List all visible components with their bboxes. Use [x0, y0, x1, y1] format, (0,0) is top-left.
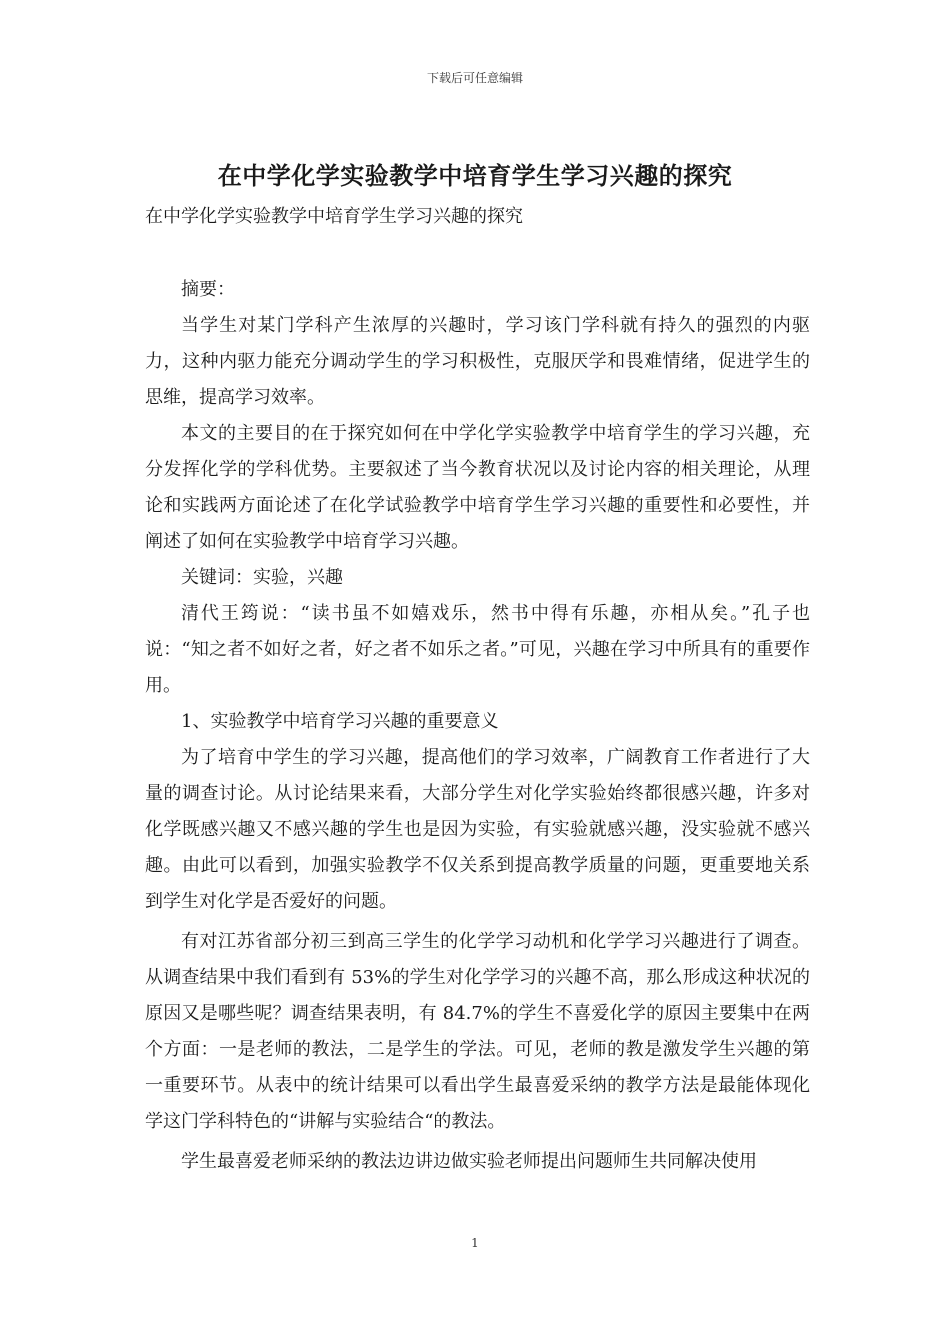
paragraph: 当学生对某门学科产生浓厚的兴趣时，学习该门学科就有持久的强烈的内驱力，这种内驱力能充分调动学生的学习积极性，克服厌学和畏难情绪，促进学生的思维，提高学习效率。 — [145, 315, 810, 408]
keywords: 关键词：实验，兴趣 — [181, 567, 343, 588]
paragraph: 有对江苏省部分初三到高三学生的化学学习动机和化学学习兴趣进行了调查。从调查结果中我们看到有 53%的学生对化学学习的兴趣不高，那么形成这种状况的原因又是哪些呢？调查结果表明，有 84.7%的学生不喜爱化学的原因主要集中在两个方面：一是老师的教法，二是学生的学法。可见，老师的教是激发学生兴趣的第一重要环节。从表中的统计结果可以看出学生最喜爱采纳的教学方法是最能体现化学这门学科特色的“讲解与实验结合“的教法。 — [145, 931, 810, 1132]
document-body — [145, 272, 810, 1180]
document-subtitle: 在中学化学实验教学中培育学生学习兴趣的探究 — [145, 206, 523, 227]
paragraph: 学生最喜爱老师采纳的教法边讲边做实验老师提出问题师生共同解决使用 — [181, 1151, 757, 1172]
abstract-heading: 摘要： — [181, 279, 235, 300]
header-note: 下载后可任意编辑 — [426, 71, 523, 85]
page-number: 1 — [471, 1236, 479, 1250]
paragraph: 本文的主要目的在于探究如何在中学化学实验教学中培育学生的学习兴趣，充分发挥化学的学科优势。主要叙述了当今教育状况以及讨论内容的相关理论，从理论和实践两方面论述了在化学试验教学中培育学生学习兴趣的重要性和必要性，并阐述了如何在实验教学中培育学习兴趣。 — [145, 423, 810, 552]
section-heading: 1、实验教学中培育学习兴趣的重要意义 — [181, 711, 499, 732]
document-title: 在中学化学实验教学中培育学生学习兴趣的探究 — [217, 161, 733, 190]
paragraph: 清代王筠说：“读书虽不如嬉戏乐，然书中得有乐趣，亦相从矣。”孔子也说：“知之者不如好之者，好之者不如乐之者。”可见，兴趣在学习中所具有的重要作用。 — [145, 603, 810, 696]
paragraph: 为了培育中学生的学习兴趣，提高他们的学习效率，广阔教育工作者进行了大量的调查讨论。从讨论结果来看，大部分学生对化学实验始终都很感兴趣，许多对化学既感兴趣又不感兴趣的学生也是因为实验，有实验就感兴趣，没实验就不感兴趣。由此可以看到，加强实验教学不仅关系到提高教学质量的问题，更重要地关系到学生对化学是否爱好的问题。 — [145, 747, 810, 912]
